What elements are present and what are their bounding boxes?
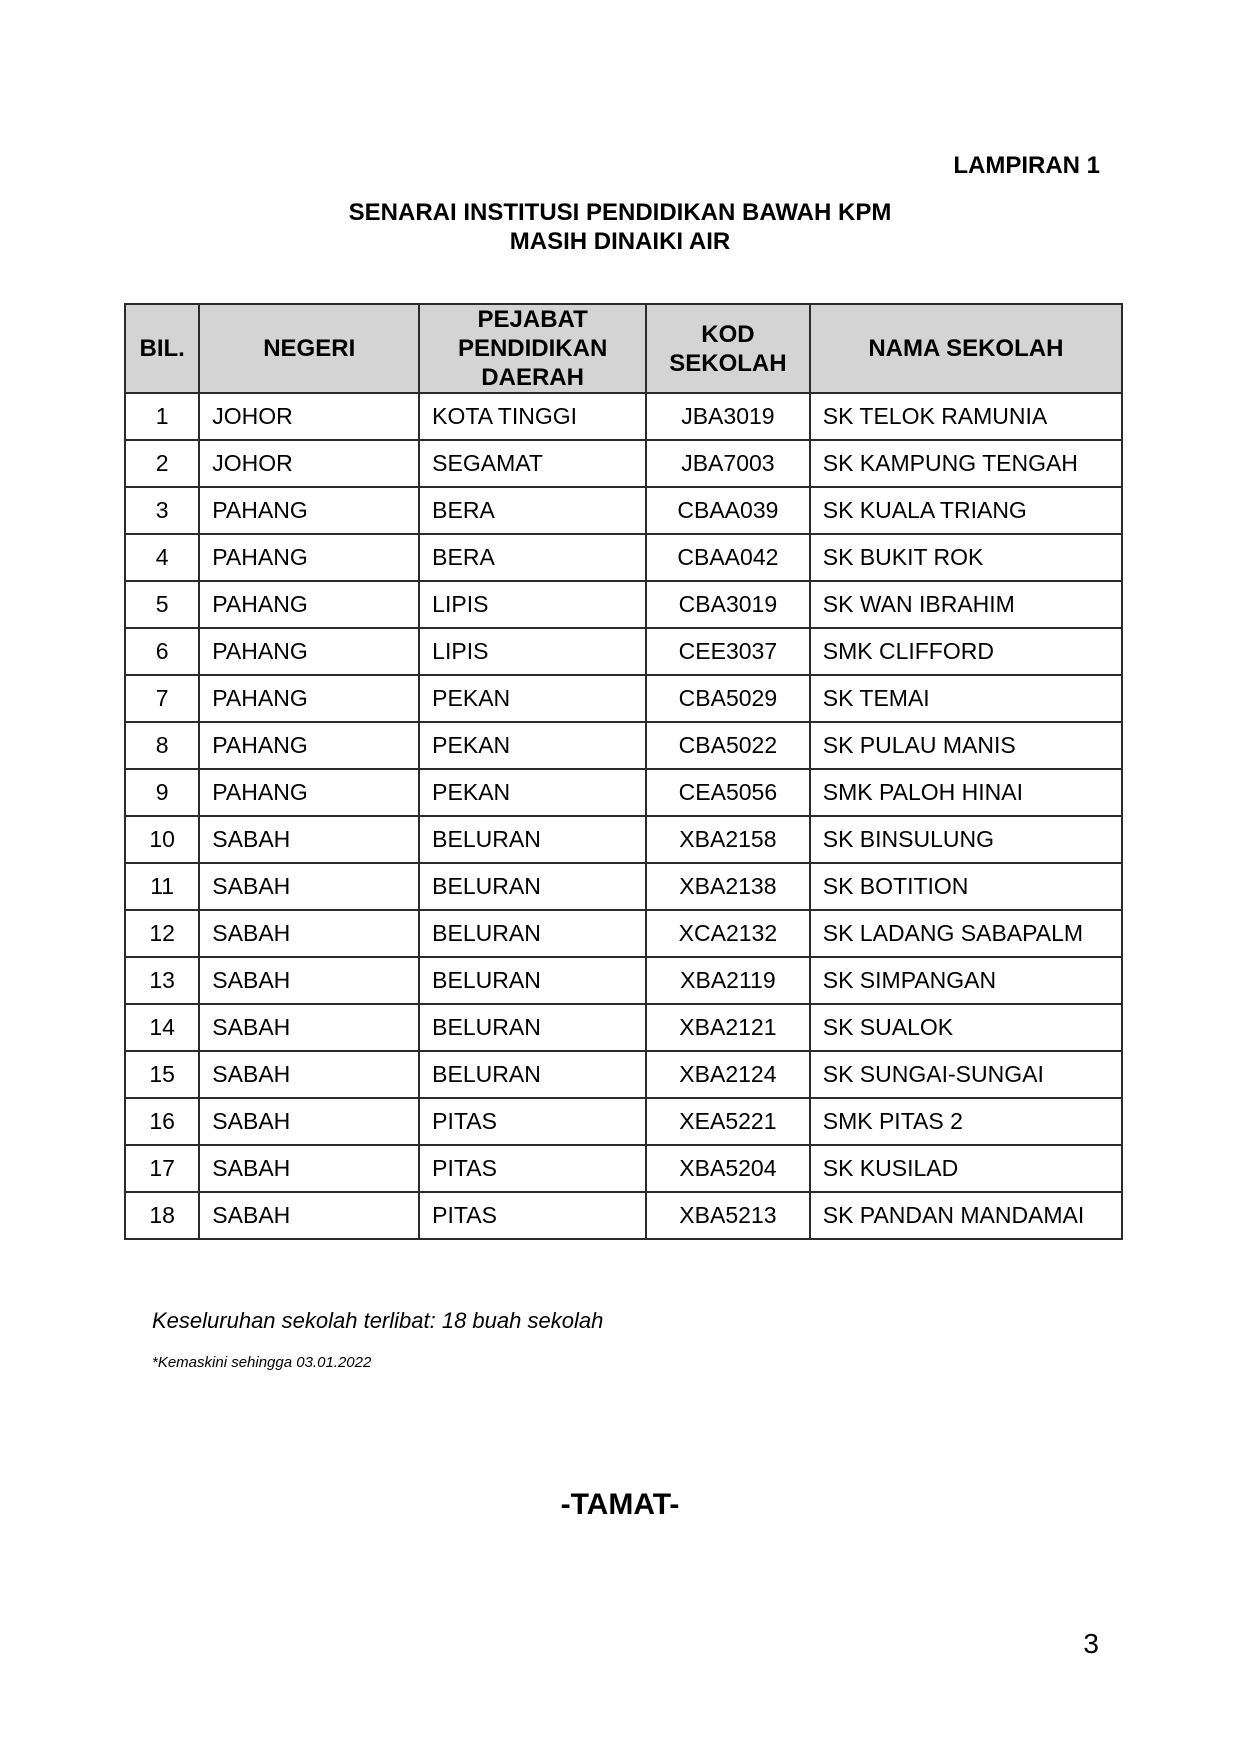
table-row (125, 769, 1122, 816)
cell-nama-sekolah: SK PANDAN MANDAMAI (810, 1192, 1122, 1239)
cell-kod-sekolah: CBA5029 (646, 675, 810, 722)
cell-bil: 17 (125, 1145, 199, 1192)
cell-negeri: SABAH (199, 1098, 419, 1145)
cell-negeri: SABAH (199, 1145, 419, 1192)
table-row (125, 581, 1122, 628)
cell-nama-sekolah: SK TEMAI (810, 675, 1122, 722)
header-negeri: NEGERI (199, 304, 419, 393)
table-row (125, 440, 1122, 487)
cell-nama-sekolah: SK SUNGAI-SUNGAI (810, 1051, 1122, 1098)
table-row (125, 1051, 1122, 1098)
table-row (125, 675, 1122, 722)
cell-nama-sekolah: SK BOTITION (810, 863, 1122, 910)
document-title (0, 198, 1240, 256)
cell-ppd: BERA (419, 534, 646, 581)
cell-kod-sekolah: CBAA039 (646, 487, 810, 534)
cell-negeri: SABAH (199, 910, 419, 957)
table-row (125, 863, 1122, 910)
cell-nama-sekolah: SMK CLIFFORD (810, 628, 1122, 675)
cell-bil: 12 (125, 910, 199, 957)
header-bil: BIL. (125, 304, 199, 393)
cell-kod-sekolah: JBA3019 (646, 393, 810, 440)
cell-bil: 9 (125, 769, 199, 816)
cell-kod-sekolah: CEE3037 (646, 628, 810, 675)
cell-nama-sekolah: SK TELOK RAMUNIA (810, 393, 1122, 440)
cell-negeri: PAHANG (199, 769, 419, 816)
cell-kod-sekolah: XBA2124 (646, 1051, 810, 1098)
cell-ppd: KOTA TINGGI (419, 393, 646, 440)
cell-ppd: BERA (419, 487, 646, 534)
table-row (125, 487, 1122, 534)
cell-kod-sekolah: XBA2138 (646, 863, 810, 910)
table-row (125, 1004, 1122, 1051)
cell-bil: 14 (125, 1004, 199, 1051)
cell-negeri: SABAH (199, 863, 419, 910)
cell-nama-sekolah: SK SUALOK (810, 1004, 1122, 1051)
table-header-row (125, 304, 1122, 393)
cell-ppd: SEGAMAT (419, 440, 646, 487)
cell-nama-sekolah: SK BINSULUNG (810, 816, 1122, 863)
cell-bil: 16 (125, 1098, 199, 1145)
cell-nama-sekolah: SK BUKIT ROK (810, 534, 1122, 581)
cell-kod-sekolah: XBA5213 (646, 1192, 810, 1239)
cell-nama-sekolah: SK WAN IBRAHIM (810, 581, 1122, 628)
cell-kod-sekolah: XBA2121 (646, 1004, 810, 1051)
cell-negeri: PAHANG (199, 675, 419, 722)
cell-negeri: SABAH (199, 1192, 419, 1239)
title-line-2: MASIH DINAIKI AIR (509, 228, 731, 255)
cell-kod-sekolah: CEA5056 (646, 769, 810, 816)
cell-nama-sekolah: SK KUSILAD (810, 1145, 1122, 1192)
cell-nama-sekolah: SK SIMPANGAN (810, 957, 1122, 1004)
cell-ppd: PITAS (419, 1192, 646, 1239)
cell-kod-sekolah: CBA3019 (646, 581, 810, 628)
cell-negeri: JOHOR (199, 440, 419, 487)
cell-bil: 15 (125, 1051, 199, 1098)
cell-ppd: LIPIS (419, 581, 646, 628)
cell-ppd: BELURAN (419, 910, 646, 957)
cell-kod-sekolah: XEA5221 (646, 1098, 810, 1145)
table-row (125, 910, 1122, 957)
cell-negeri: SABAH (199, 1051, 419, 1098)
page-number: 3 (1083, 1628, 1099, 1659)
cell-bil: 7 (125, 675, 199, 722)
cell-kod-sekolah: XCA2132 (646, 910, 810, 957)
cell-bil: 8 (125, 722, 199, 769)
title-line-1: SENARAI INSTITUSI PENDIDIKAN BAWAH KPM (348, 199, 892, 226)
update-note: *Kemaskini sehingga 03.01.2022 (152, 1354, 372, 1371)
cell-ppd: PITAS (419, 1098, 646, 1145)
cell-nama-sekolah: SK KUALA TRIANG (810, 487, 1122, 534)
cell-kod-sekolah: CBA5022 (646, 722, 810, 769)
cell-bil: 6 (125, 628, 199, 675)
cell-negeri: SABAH (199, 957, 419, 1004)
header-nama-sekolah: NAMA SEKOLAH (810, 304, 1122, 393)
cell-bil: 13 (125, 957, 199, 1004)
cell-kod-sekolah: JBA7003 (646, 440, 810, 487)
cell-negeri: SABAH (199, 816, 419, 863)
cell-kod-sekolah: XBA2158 (646, 816, 810, 863)
cell-ppd: BELURAN (419, 957, 646, 1004)
cell-bil: 1 (125, 393, 199, 440)
cell-ppd: PEKAN (419, 675, 646, 722)
cell-kod-sekolah: XBA2119 (646, 957, 810, 1004)
header-kod-sekolah: KOD SEKOLAH (646, 304, 810, 393)
cell-bil: 5 (125, 581, 199, 628)
table-row (125, 534, 1122, 581)
cell-ppd: BELURAN (419, 816, 646, 863)
table-row (125, 957, 1122, 1004)
table-row (125, 722, 1122, 769)
cell-nama-sekolah: SK PULAU MANIS (810, 722, 1122, 769)
summary-text: Keseluruhan sekolah terlibat: 18 buah sekolah (152, 1308, 604, 1333)
cell-ppd: PITAS (419, 1145, 646, 1192)
cell-bil: 3 (125, 487, 199, 534)
cell-bil: 4 (125, 534, 199, 581)
cell-ppd: BELURAN (419, 1051, 646, 1098)
table-body (125, 393, 1122, 1239)
table-row (125, 816, 1122, 863)
cell-bil: 11 (125, 863, 199, 910)
cell-nama-sekolah: SK KAMPUNG TENGAH (810, 440, 1122, 487)
schools-table (124, 303, 1123, 1240)
cell-nama-sekolah: SMK PALOH HINAI (810, 769, 1122, 816)
cell-nama-sekolah: SMK PITAS 2 (810, 1098, 1122, 1145)
cell-negeri: PAHANG (199, 722, 419, 769)
cell-negeri: SABAH (199, 1004, 419, 1051)
cell-ppd: LIPIS (419, 628, 646, 675)
cell-bil: 18 (125, 1192, 199, 1239)
end-marker: -TAMAT- (560, 1488, 680, 1521)
cell-negeri: PAHANG (199, 534, 419, 581)
cell-negeri: PAHANG (199, 581, 419, 628)
header-pejabat-pendidikan-daerah: PEJABAT PENDIDIKAN DAERAH (419, 304, 646, 393)
table-row (125, 1192, 1122, 1239)
table-row (125, 1145, 1122, 1192)
table-row (125, 1098, 1122, 1145)
table-row (125, 393, 1122, 440)
cell-negeri: PAHANG (199, 628, 419, 675)
lampiran-label: LAMPIRAN 1 (953, 152, 1100, 179)
cell-ppd: BELURAN (419, 863, 646, 910)
cell-kod-sekolah: XBA5204 (646, 1145, 810, 1192)
cell-bil: 2 (125, 440, 199, 487)
cell-negeri: JOHOR (199, 393, 419, 440)
cell-kod-sekolah: CBAA042 (646, 534, 810, 581)
cell-nama-sekolah: SK LADANG SABAPALM (810, 910, 1122, 957)
cell-ppd: PEKAN (419, 769, 646, 816)
cell-bil: 10 (125, 816, 199, 863)
table-row (125, 628, 1122, 675)
cell-ppd: BELURAN (419, 1004, 646, 1051)
cell-negeri: PAHANG (199, 487, 419, 534)
cell-ppd: PEKAN (419, 722, 646, 769)
